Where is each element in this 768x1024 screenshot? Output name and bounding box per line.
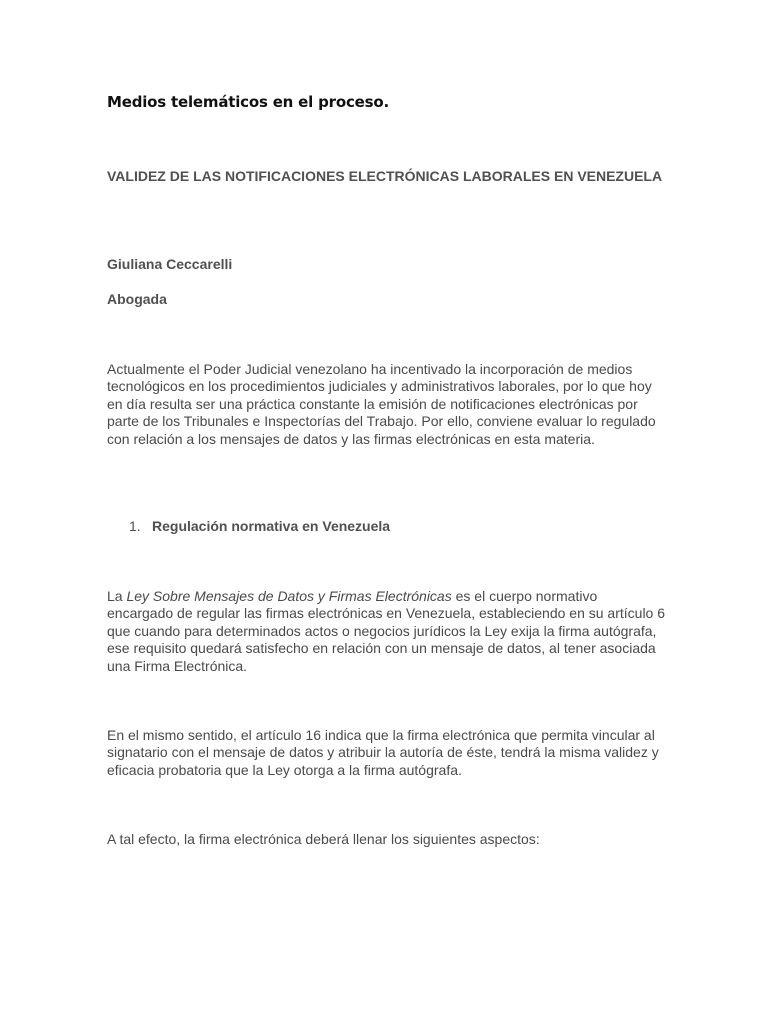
intro-paragraph: Actualmente el Poder Judicial venezolano ha incentivado la incorporación de medios tecnológicos en los procedimientos judiciales y administrativos laborales, por lo que hoy en día resulta ser una práctica constante la emisión de notificaciones electrónicas por parte de los Tribunales e Inspectorías del Trabajo. Por ello, conviene evaluar lo regulado con relación a los mensajes de datos y las firmas electrónicas en esta materia.	[107, 361, 656, 447]
article-headline: VALIDEZ DE LAS NOTIFICACIONES ELECTRÓNICAS LABORALES EN VENEZUELA	[107, 168, 663, 184]
article-16-paragraph: En el mismo sentido, el artículo 16 indica que la firma electrónica que permita vincular al signatario con el mensaje de datos y atribuir la autoría de éste, tendrá la misma validez y eficacia probatoria que la Ley otorga a la firma autógrafa.	[107, 727, 659, 778]
law-paragraph-rest: es el cuerpo normativo encargado de regular las firmas electrónicas en Venezuela, estableciendo en su artículo 6 que cuando para determinados actos o negocios jurídicos la Ley exija la firma autógrafa, ese requisito quedará satisfecho en relación con un mensaje de datos, al tener asociada una Firma Electrónica.	[107, 588, 666, 674]
section-number: 1.	[129, 518, 141, 534]
requirements-paragraph: A tal efecto, la firma electrónica deberá llenar los siguientes aspectos:	[107, 831, 540, 847]
author-name: Giuliana Ceccarelli	[107, 256, 233, 272]
section-heading-text: Regulación normativa en Venezuela	[152, 518, 391, 534]
law-paragraph-prefix: La	[107, 588, 127, 604]
author-role: Abogada	[107, 291, 167, 307]
law-name: Ley Sobre Mensajes de Datos y Firmas Electrónicas	[126, 588, 452, 604]
document-title: Medios telemáticos en el proceso.	[107, 93, 389, 111]
law-paragraph	[107, 588, 667, 675]
section-heading	[129, 518, 390, 534]
